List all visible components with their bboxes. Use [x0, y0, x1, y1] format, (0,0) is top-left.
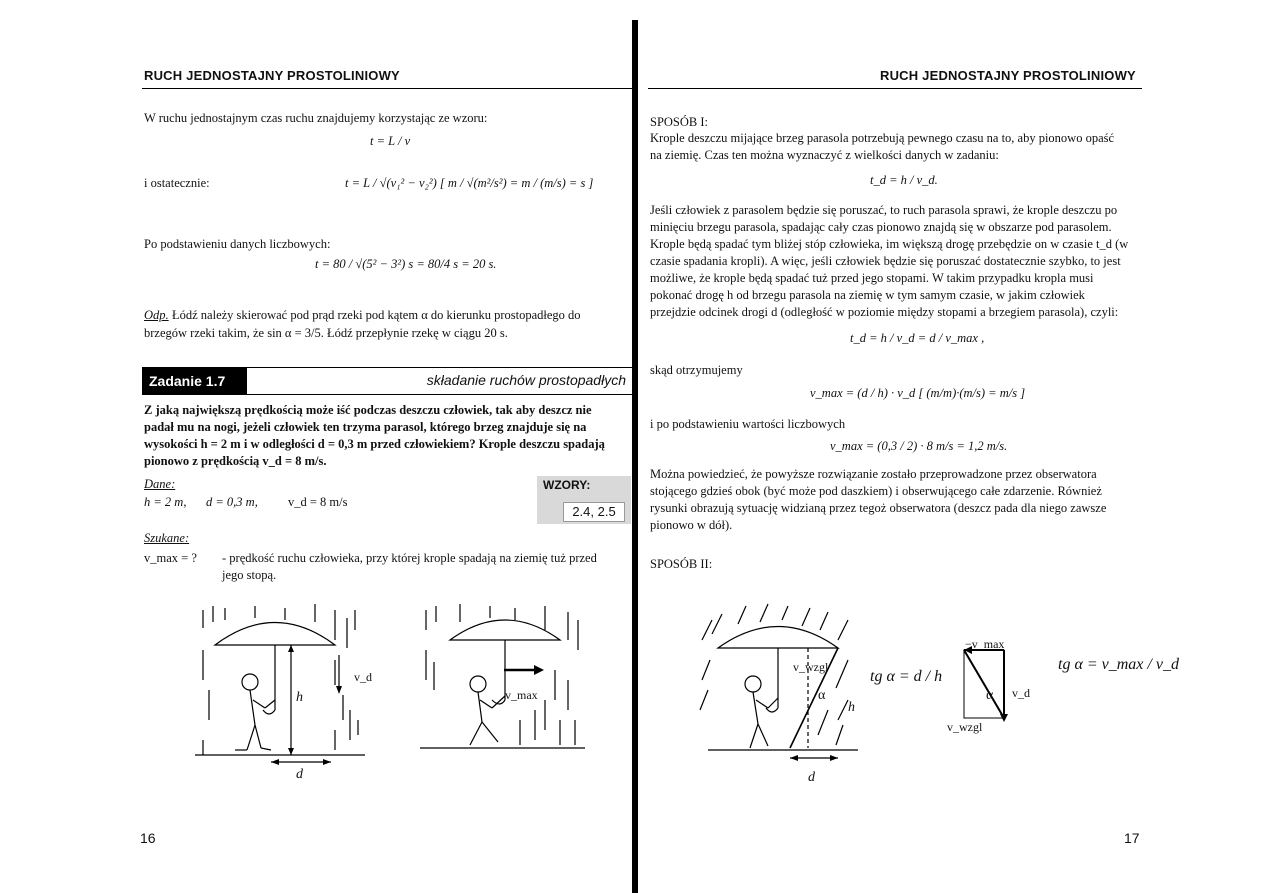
intro-text: W ruchu jednostajnym czas ruchu znajdujemy korzystając ze wzoru:: [144, 111, 488, 125]
problem-line-2: padał mu na nogi, jeżeli człowiek ten trzyma parasol, którego brzeg znajduje się na: [144, 420, 587, 434]
fig3-d-label: d: [808, 770, 815, 785]
m1-line-c3: rysunki obrazują sytuację widzianą przez tegoż obserwatora (deszcz pada dla niego zawsze: [650, 501, 1107, 515]
fig3-vwzgl-label: v_wzgl: [793, 660, 829, 674]
fig1-d-label: d: [296, 767, 303, 782]
substitution-label: Po podstawieniu danych liczbowych:: [144, 237, 331, 251]
answer-line-1: Łódź należy skierować pod prąd rzeki pod kątem α do kierunku prostopadłego do: [172, 308, 581, 322]
right-page: [640, 0, 1263, 893]
fig2-vmax-label: v_max: [505, 688, 538, 702]
right-running-header: RUCH JEDNOSTAJNY PROSTOLINIOWY: [880, 68, 1136, 83]
formula-final: t = L / √(v₁² − v₂²) [ m / √(m²/s²) = m / (m/s) = s ]: [345, 176, 594, 190]
m1-line-b6: pokonać drogę h od brzegu parasola na ziemię w tym samym czasie, w jakim człowiek: [650, 288, 1085, 302]
fig4-alpha-label: α: [986, 688, 994, 703]
m1-line-a1: Krople deszczu mijające brzeg parasola potrzebują pewnego czasu na to, aby pionowo opaść: [650, 131, 1115, 145]
task-banner: [142, 367, 635, 395]
m1-line-b7: przejdzie odcinek drogi d (odległość w poziomie między stopami a brzegiem parasola), czyli:: [650, 305, 1119, 319]
sought-symbol: v_max = ?: [144, 551, 197, 565]
answer-line-2: brzegów rzeki takim, że sin α = 3/5. Łódź przepłynie rzekę w ciągu 20 s.: [144, 326, 508, 340]
fig4-vwzgl-label: v_wzgl: [947, 720, 983, 734]
sought-desc-1: - prędkość ruchu człowieka, przy której krople spadają na ziemię tuż przed: [222, 551, 597, 565]
m1-line-a2: na ziemię. Czas ten można wyznaczyć z wielkości danych w zadaniu:: [650, 148, 999, 162]
task-title: składanie ruchów prostopadłych: [426, 372, 626, 388]
problem-line-4: pionowo z prędkością v_d = 8 m/s.: [144, 454, 327, 468]
m1-line-c2: stojącego gdzieś obok (być może pod daszkiem) i obserwującego całe zdarzenie. Również: [650, 484, 1102, 498]
after-sub-text: i po podstawieniu wartości liczbowych: [650, 417, 846, 431]
fig1-vd-label: v_d: [354, 670, 372, 684]
figure-vector-triangle: [958, 640, 1018, 730]
m1-line-c1: Można powiedzieć, że powyższe rozwiązanie zostało przeprowadzone przez obserwatora: [650, 467, 1097, 481]
m1-line-b1: Jeśli człowiek z parasolem będzie się poruszać, to ruch parasola sprawi, że krople deszczu po: [650, 203, 1118, 217]
fig4-minus-vmax-label: −v_max: [965, 637, 1005, 651]
left-header-rule: [142, 88, 632, 89]
formulas-ref: 2.4, 2.5: [563, 502, 625, 522]
formula-time: t = L / v: [370, 134, 411, 148]
fig3-tg-formula: tg α = d / h: [870, 668, 943, 685]
formula-numbers: t = 80 / √(5² − 3²) s = 80/4 s = 20 s.: [315, 257, 497, 271]
figure-relative-rain: [698, 600, 868, 770]
formula-td: t_d = h / v_d.: [870, 173, 938, 187]
formula-td2: t_d = h / v_d = d / v_max ,: [850, 331, 985, 345]
formulas-label: WZORY:: [543, 478, 591, 492]
given-label: Dane:: [144, 477, 176, 491]
fig4-tg-formula: tg α = v_max / v_d: [1058, 656, 1179, 673]
fig4-vd-label: v_d: [1012, 686, 1030, 700]
problem-line-3: wysokości h = 2 m i w odległości d = 0,3 m przed człowiekiem? Krople deszczu spadają: [144, 437, 605, 451]
m1-line-c4: pionowo w dół).: [650, 518, 733, 532]
fig1-h-label: h: [296, 690, 303, 705]
left-page-number: 16: [140, 830, 156, 846]
m1-line-b4: czasie spadania kropli). A więc, jeśli człowiek będzie się poruszać dostatecznie szybko, to jest: [650, 254, 1121, 268]
formula-vmax-num: v_max = (0,3 / 2) · 8 m/s = 1,2 m/s.: [830, 439, 1008, 453]
method1-label: SPOSÓB I:: [650, 115, 709, 129]
fig3-h-label: h: [848, 700, 855, 715]
fig3-alpha-label: α: [818, 688, 826, 703]
task-number: Zadanie 1.7: [143, 368, 247, 394]
finally-label: i ostatecznie:: [144, 176, 210, 190]
right-header-rule: [648, 88, 1142, 89]
m1-line-b2: minięciu brzegu parasola, spadając cały czas pionowo znajdą się w obszarze pod parasolem.: [650, 220, 1112, 234]
sought-desc-2: jego stopą.: [222, 568, 277, 582]
answer-label: Odp.: [144, 308, 169, 322]
figure-walking-umbrella: [420, 600, 590, 760]
method2-label: SPOSÓB II:: [650, 557, 713, 571]
formula-vmax: v_max = (d / h) · v_d [ (m/m)·(m/s) = m/s ]: [810, 386, 1026, 400]
sought-label: Szukane:: [144, 531, 190, 545]
left-running-header: RUCH JEDNOSTAJNY PROSTOLINIOWY: [144, 68, 400, 83]
m1-line-b5: możliwe, że krople będą spadać tuż przed jego stopami. W takim przypadku kropla musi: [650, 271, 1094, 285]
right-page-number: 17: [1124, 830, 1140, 846]
whence-text: skąd otrzymujemy: [650, 363, 743, 377]
problem-line-1: Z jaką największą prędkością może iść podczas deszczu człowiek, tak aby deszcz nie: [144, 403, 592, 417]
formulas-box: [537, 476, 631, 524]
given-h: h = 2 m,: [144, 495, 187, 509]
given-d: d = 0,3 m,: [206, 495, 258, 509]
figure-standing-umbrella: [195, 600, 375, 780]
given-vd: v_d = 8 m/s: [288, 495, 348, 509]
m1-line-b3: Krople będą spadać tym bliżej stóp człowieka, im większą drogę przebędzie on w czasie t_d (w: [650, 237, 1129, 251]
